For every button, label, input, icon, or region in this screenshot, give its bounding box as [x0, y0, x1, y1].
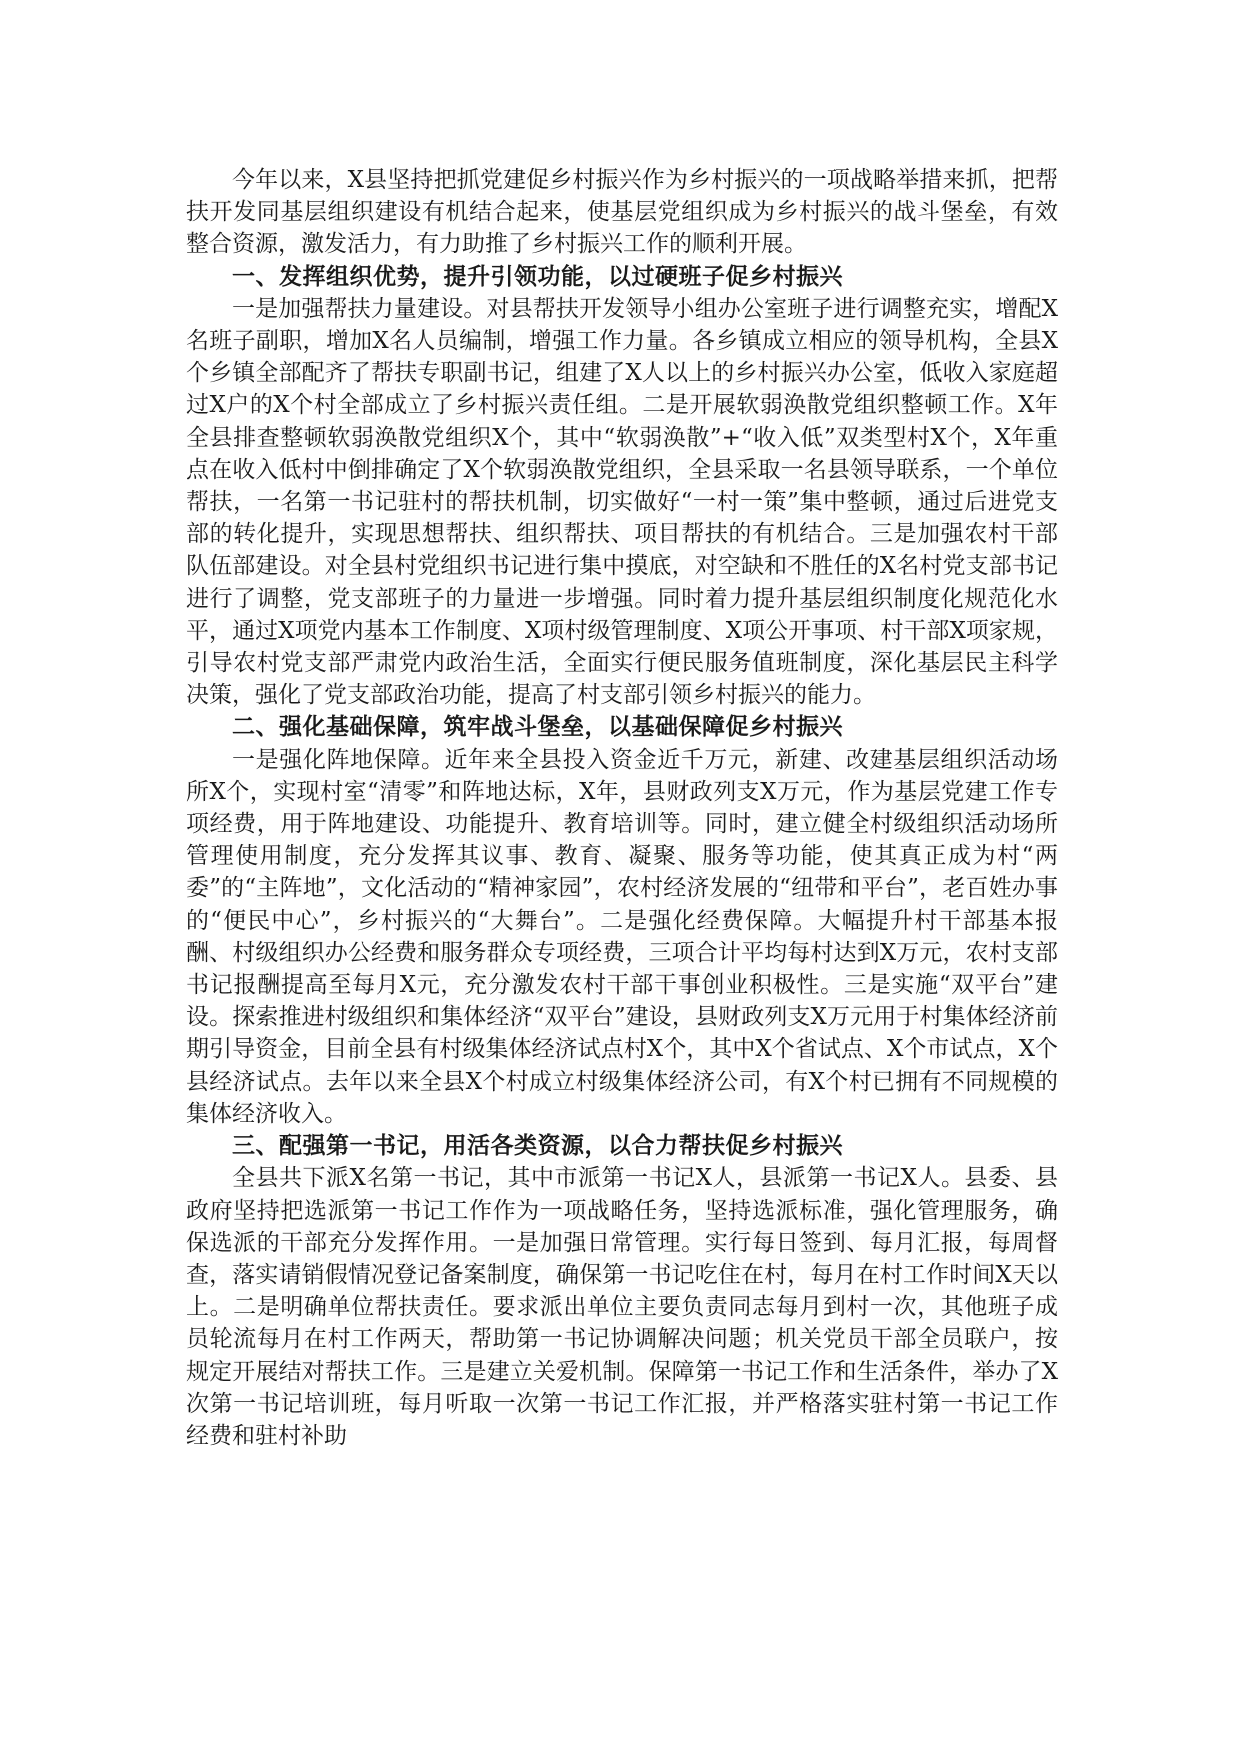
- intro-paragraph: 今年以来，X县坚持把抓党建促乡村振兴作为乡村振兴的一项战略举措来抓，把帮扶开发同基层组织建设有机结合起来，使基层党组织成为乡村振兴的战斗堡垒，有效整合资源，激发活力，有力助推了乡村振兴工作的顺利开展。: [186, 167, 1058, 258]
- section-3-paragraph: 全县共下派X名第一书记，其中市派第一书记X人，县派第一书记X人。县委、县政府坚持把选派第一书记工作作为一项战略任务，坚持选派标准，强化管理服务，确保选派的干部充分发挥作用。一是加强日常管理。实行每日签到、每月汇报，每周督查，落实请销假情况登记备案制度，确保第一书记吃住在村，每月在村工作时间X天以上。二是明确单位帮扶责任。要求派出单位主要负责同志每月到村一次，其他班子成员轮流每月在村工作两天，帮助第一书记协调解决问题；机关党员干部全员联户，按规定开展结对帮扶工作。三是建立关爱机制。保障第一书记工作和生活条件，举办了X次第一书记培训班，每月听取一次第一书记工作汇报，并严格落实驻村第一书记工作经费和驻村补助: [186, 1165, 1058, 1449]
- section-3-heading: 三、配强第一书记，用活各类资源，以合力帮扶促乡村振兴: [232, 1133, 843, 1160]
- document-body: [186, 164, 1058, 1452]
- section-1-paragraph: 一是加强帮扶力量建设。对县帮扶开发领导小组办公室班子进行调整充实，增配X名班子副职，增加X名人员编制，增强工作力量。各乡镇成立相应的领导机构，全县X个乡镇全部配齐了帮扶专职副书记，组建了X人以上的乡村振兴办公室，低收入家庭超过X户的X个村全部成立了乡村振兴责任组。二是开展软弱涣散党组织整顿工作。X年全县排查整顿软弱涣散党组织X个，其中“软弱涣散”+“收入低”双类型村X个，X年重点在收入低村中倒排确定了X个软弱涣散党组织，全县采取一名县领导联系，一个单位帮扶，一名第一书记驻村的帮扶机制，切实做好“一村一策”集中整顿，通过后进党支部的转化提升，实现思想帮扶、组织帮扶、项目帮扶的有机结合。三是加强农村干部队伍部建设。对全县村党组织书记进行集中摸底，对空缺和不胜任的X名村党支部书记进行了调整，党支部班子的力量进一步增强。同时着力提升基层组织制度化规范化水平，通过X项党内基本工作制度、X项村级管理制度、X项公开事项、村干部X项家规，引导农村党支部严肃党内政治生活，全面实行便民服务值班制度，深化基层民主科学决策，强化了党支部政治功能，提高了村支部引领乡村振兴的能力。: [186, 295, 1058, 709]
- section-1-heading: 一、发挥组织优势，提升引领功能，以过硬班子促乡村振兴: [232, 263, 843, 290]
- section-2-paragraph: 一是强化阵地保障。近年来全县投入资金近千万元，新建、改建基层组织活动场所X个，实现村室“清零”和阵地达标，X年，县财政列支X万元，作为基层党建工作专项经费，用于阵地建设、功能提升、教育培训等。同时，建立健全村级组织活动场所管理使用制度，充分发挥其议事、教育、凝聚、服务等功能，使其真正成为村“两委”的“主阵地”，文化活动的“精神家园”，农村经济发展的“纽带和平台”，老百姓办事的“便民中心”，乡村振兴的“大舞台”。二是强化经费保障。大幅提升村干部基本报酬、村级组织办公经费和服务群众专项经费，三项合计平均每村达到X万元，农村支部书记报酬提高至每月X元，充分激发农村干部干事创业积极性。三是实施“双平台”建设。探索推进村级组织和集体经济“双平台”建设，县财政列支X万元用于村集体经济前期引导资金，目前全县有村级集体经济试点村X个，其中X个省试点、X个市试点，X个县经济试点。去年以来全县X个村成立村级集体经济公司，有X个村已拥有不同规模的集体经济收入。: [186, 746, 1058, 1127]
- section-2-heading: 二、强化基础保障，筑牢战斗堡垒，以基础保障促乡村振兴: [232, 714, 843, 741]
